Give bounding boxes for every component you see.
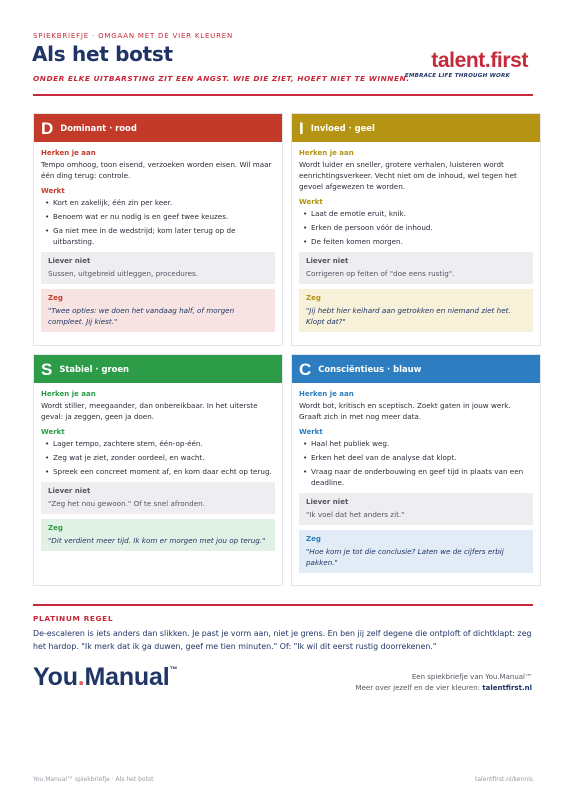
werkt-list [299, 438, 533, 488]
footer-right: talentfirst.nl/kennis [474, 776, 533, 783]
header-divider [33, 94, 533, 96]
brand-subtitle: EMBRACE LIFE THROUGH WORK [404, 73, 510, 79]
page-title: Als het botst [32, 42, 173, 66]
werkt-label: Werkt [41, 428, 65, 436]
list-item: • Kort en zakelijk, één zin per keer. [45, 197, 275, 208]
liever-niet-box [299, 252, 533, 284]
card-header [34, 114, 282, 142]
zeg-quote: "Twee opties: we doen het vandaag half, of morgen compleet. Jij kiest." [48, 306, 235, 326]
herken-text: Wordt stiller, meegaander, dan onbereikbaar. In het uiterste geval: ja zeggen, geen ja doen. [41, 401, 258, 421]
zeg-box [299, 530, 533, 573]
brand-name: talent.first [431, 49, 528, 72]
zeg-label: Zeg [306, 294, 321, 302]
zeg-box [41, 289, 275, 332]
liever-label: Liever niet [306, 498, 349, 506]
liever-niet-box [41, 482, 275, 514]
list-item: • Erken het deel van de analyse dat klopt. [303, 452, 533, 463]
zeg-quote: "Dit verdient meer tijd. Ik kom er morgen met jou op terug." [48, 536, 266, 545]
liever-label: Liever niet [306, 257, 349, 265]
card-name: Dominant · rood [60, 123, 137, 133]
card-conscientieus [291, 354, 541, 586]
list-item: • Benoem wat er nu nodig is en geef twee keuzes. [45, 211, 275, 222]
liever-niet-box [41, 252, 275, 284]
list-item: • Spreek een concreet moment af, en kom daar echt op terug. [45, 466, 275, 477]
herken-label: Herken je aan [299, 149, 354, 157]
credit-prefix: Meer over jezelf en de vier kleuren: [355, 684, 483, 692]
card-stabiel [33, 354, 283, 586]
werkt-list [299, 208, 533, 247]
zeg-quote: "Hoe kom je tot die conclusie? Laten we de cijfers erbij pakken." [306, 547, 504, 567]
liever-text: "Zeg het nou gewoon." Of te snel afronden. [48, 499, 205, 508]
liever-niet-box [299, 493, 533, 525]
card-letter: C [299, 359, 312, 379]
herken-label: Herken je aan [41, 390, 96, 398]
logo-manual: Manual [84, 663, 170, 691]
card-invloed [291, 113, 541, 346]
liever-label: Liever niet [48, 257, 91, 265]
herken-text: Wordt luider en sneller, grotere verhalen, luisteren wordt eenrichtingsverkeer. Vecht niet om de inhoud, wel tegen het gevoel afgewezen te worden. [299, 160, 517, 191]
kicker: SPIEKBRIEFJE · OMGAAN MET DE VIER KLEUREN [33, 32, 234, 40]
zeg-label: Zeg [48, 524, 63, 532]
credit-line: Een spiekbriefje van You.Manual™ [411, 673, 532, 681]
herken-text: Tempo omhoog, toon eisend, verzoeken worden eisen. Wil maar één ding terug: controle. [41, 160, 272, 180]
platinum-label: PLATINUM REGEL [33, 614, 114, 623]
liever-text: "Ik voel dat het anders zit." [306, 510, 405, 519]
list-item: • Lager tempo, zachtere stem, één-op-één. [45, 438, 275, 449]
card-header [34, 355, 282, 383]
website-link[interactable]: talentfirst.nl [482, 684, 532, 692]
card-letter: I [299, 118, 304, 138]
list-item: • Haal het publiek weg. [303, 438, 533, 449]
logo-tm: ™ [169, 665, 178, 674]
credit-block [356, 672, 532, 694]
brand-logo [405, 50, 528, 79]
list-item: • De feiten komen morgen. [303, 236, 533, 247]
herken-text: Wordt bot, kritisch en sceptisch. Zoekt gaten in jouw werk. Graaft zich in met nog meer data. [299, 401, 511, 421]
card-header [292, 114, 540, 142]
list-item: • Zeg wat je ziet, zonder oordeel, en wacht. [45, 452, 275, 463]
zeg-box [299, 289, 533, 332]
footer-left: You.Manual™ spiekbriefje · Als het botst [33, 776, 154, 783]
werkt-list [41, 438, 275, 477]
credit-line-more [356, 683, 532, 694]
youmanual-logo [33, 663, 177, 692]
liever-label: Liever niet [48, 487, 91, 495]
herken-label: Herken je aan [41, 149, 96, 157]
werkt-list [41, 197, 275, 247]
zeg-label: Zeg [306, 535, 321, 543]
card-header [292, 355, 540, 383]
tagline: ONDER ELKE UITBARSTING ZIT EEN ANGST. WIE DIE ZIET, HOEFT NIET TE WINNEN. [33, 74, 410, 83]
list-item: • Ga niet mee in de wedstrijd; kom later terug op de uitbarsting. [45, 225, 275, 247]
platinum-text: De-escaleren is iets anders dan slikken. Je past je vorm aan, niet je grens. En ben jij zelf degene die ontploft of dichtklapt: zeg het hardop. "Ik merk dat ik ga duwen, geef me tien minuten." Of: "Ik wil dit eerst rustig doorrekenen." [33, 629, 532, 651]
card-name: Invloed · geel [310, 123, 375, 133]
zeg-box [41, 519, 275, 551]
logo-dot: . [77, 663, 85, 691]
werkt-label: Werkt [299, 198, 323, 206]
card-name: Consciëntieus · blauw [318, 364, 422, 374]
list-item: • Laat de emotie eruit, knik. [303, 208, 533, 219]
card-letter: S [41, 359, 53, 379]
list-item: • Vraag naar de onderbouwing en geef tijd in plaats van een deadline. [303, 466, 533, 488]
logo-you: You [33, 663, 78, 691]
platinum-divider [33, 604, 533, 606]
werkt-label: Werkt [41, 187, 65, 195]
zeg-quote: "Jij hebt hier keihard aan getrokken en niemand ziet het. Klopt dat?" [306, 306, 511, 326]
list-item: • Erken de persoon vóór de inhoud. [303, 222, 533, 233]
herken-label: Herken je aan [299, 390, 354, 398]
card-dominant [33, 113, 283, 346]
card-name: Stabiel · groen [59, 364, 129, 374]
liever-text: Corrigeren op feiten of "doe eens rustig". [306, 269, 455, 278]
liever-text: Sussen, uitgebreid uitleggen, procedures. [48, 269, 199, 278]
card-letter: D [41, 118, 54, 138]
werkt-label: Werkt [299, 428, 323, 436]
zeg-label: Zeg [48, 294, 63, 302]
